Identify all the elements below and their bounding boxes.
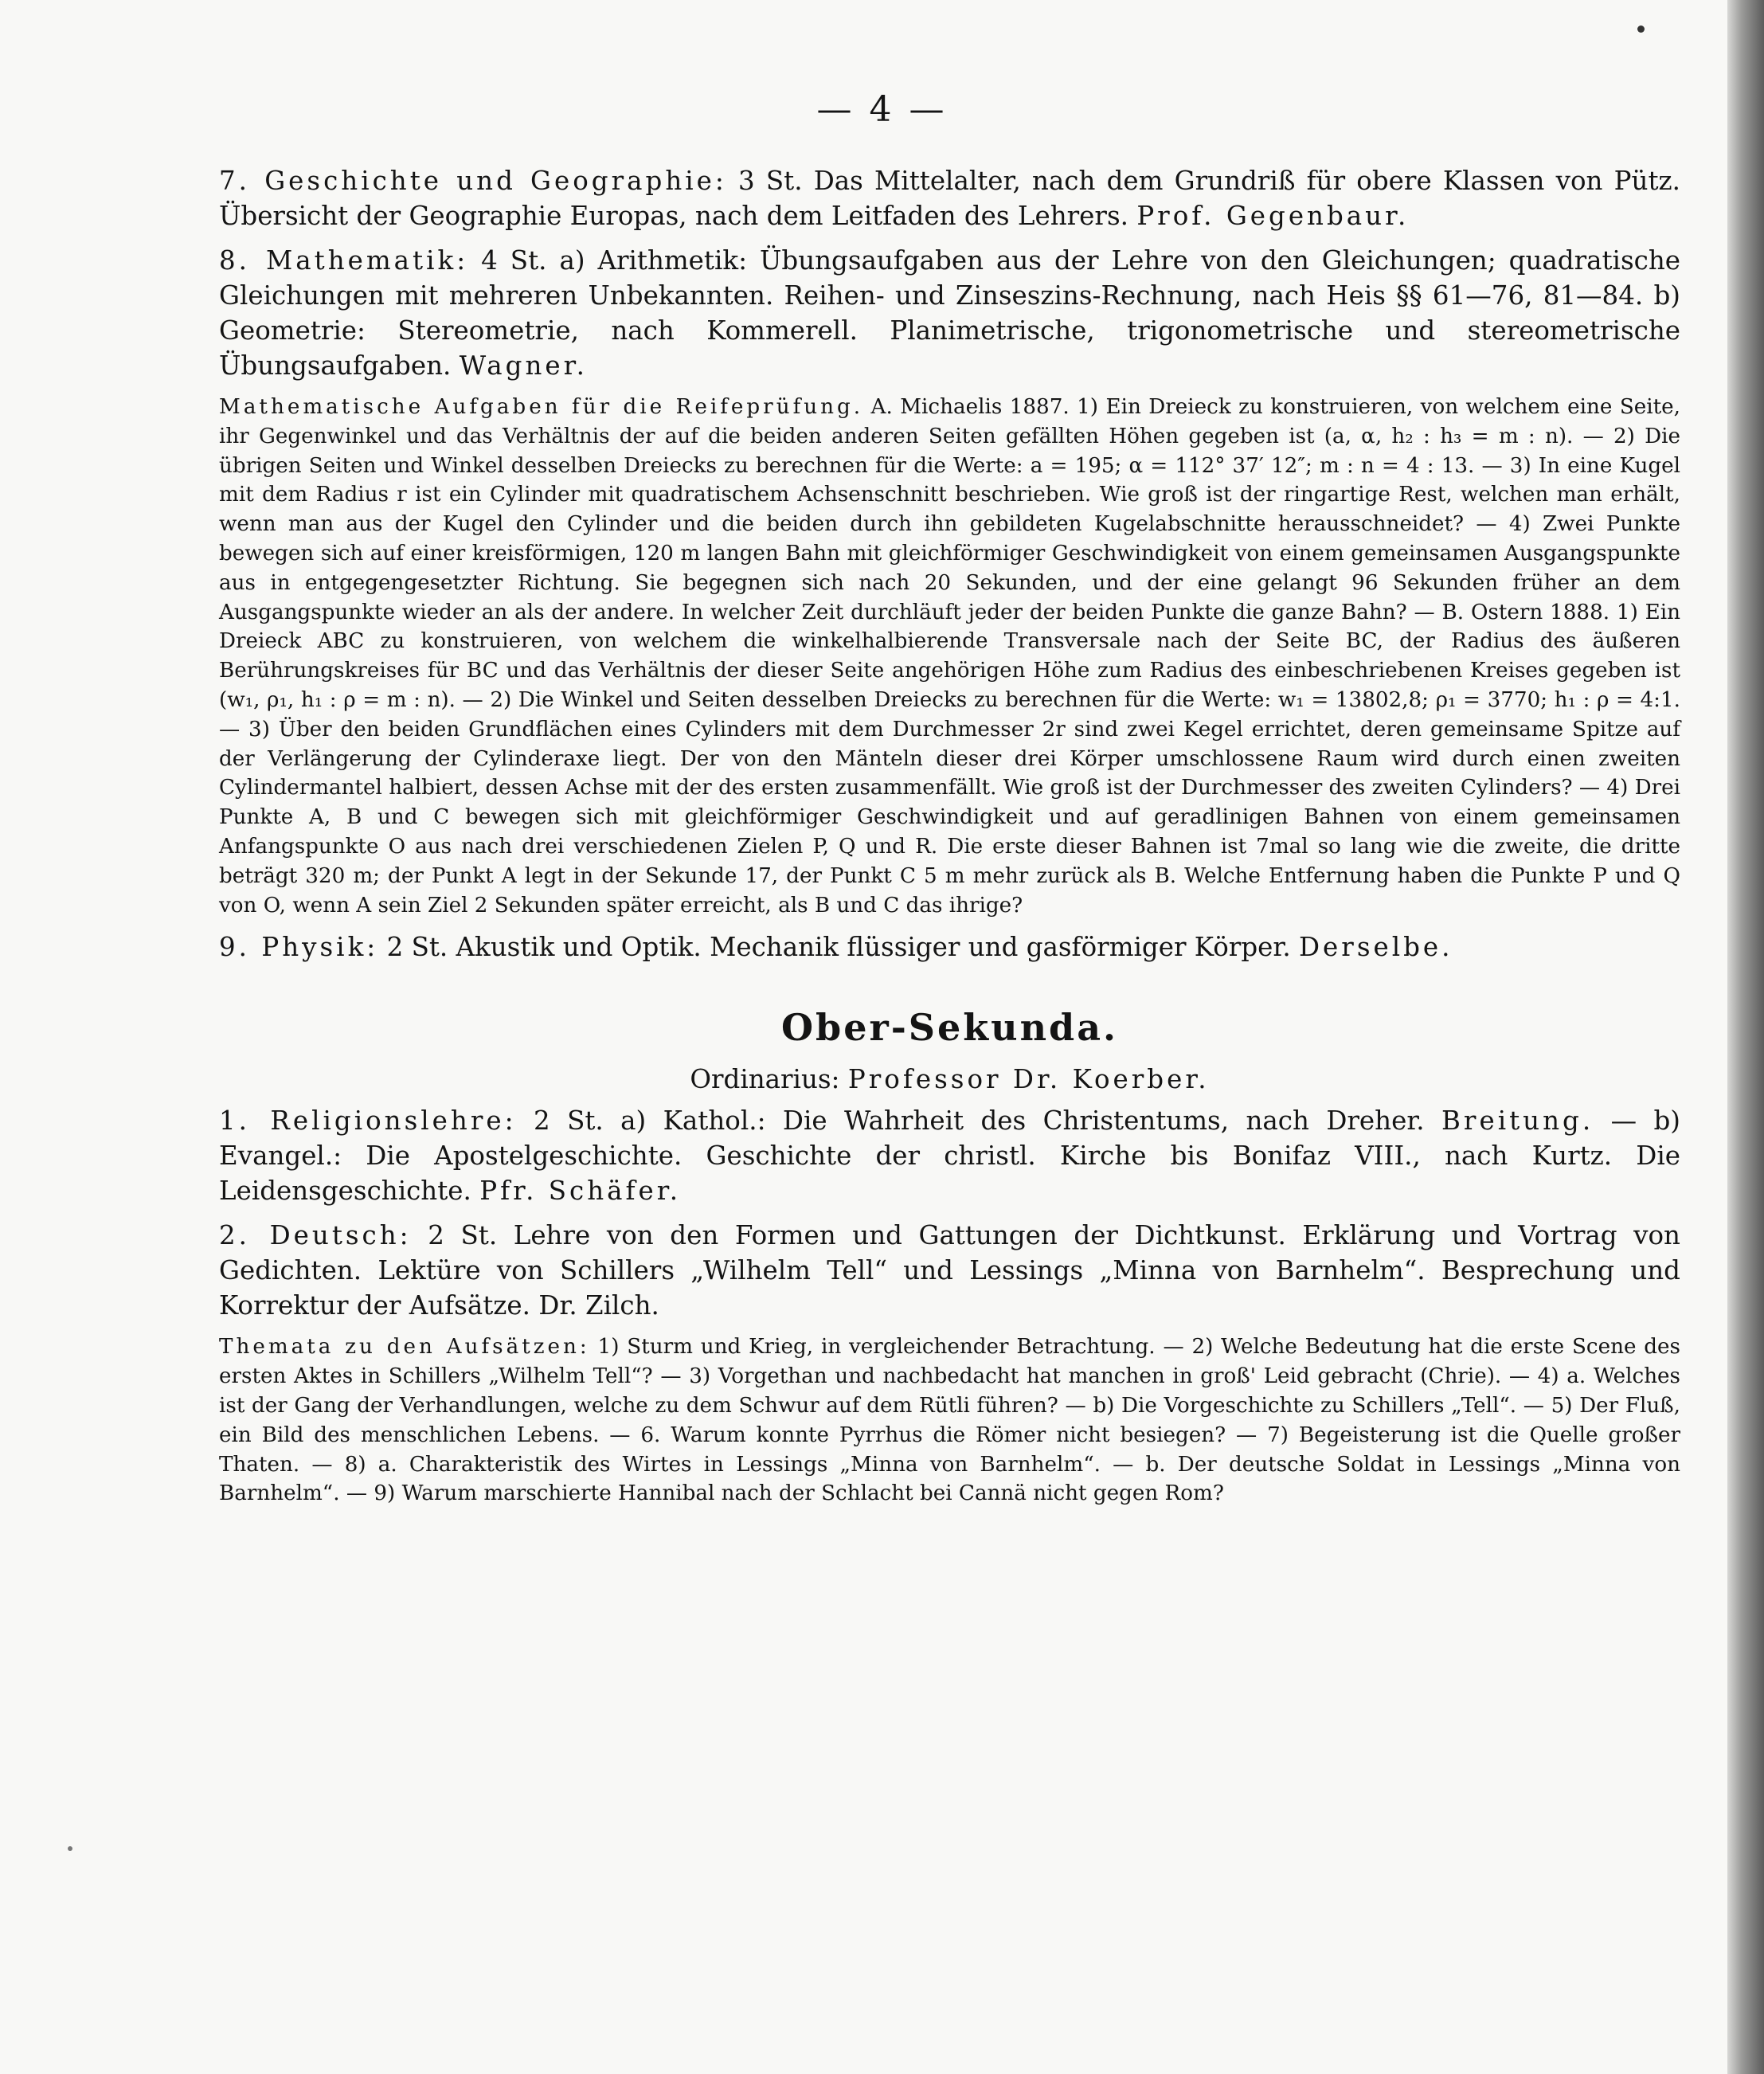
ink-speck [68, 1846, 72, 1851]
essay-topics-label: Themata zu den Aufsätzen: [219, 1335, 590, 1360]
section-german [219, 1218, 1680, 1323]
essay-topics-text: 1) Sturm und Krieg, in vergleichender Betrachtung. — 2) Welche Bedeutung hat die erste Scene des ersten Aktes in Schillers „Wilhelm Tell“? — 3) Vorgethan und nachbedacht hat manchen in groß' Leid gebracht (Chrie). — 4) a. Welches ist der Gang der Verhandlungen, welche zu dem Schwur auf dem Rütli führen? — b) Die Vorgeschichte zu Schillers „Tell“. — 5) Der Fluß, ein Bild des menschlichen Lebens. — 6. Warum konnte Pyrrhus die Römer nicht besiegen? — 7) Begeisterung ist die Quelle großer Thaten. — 8) a. Charakteristik des Wirtes in Lessings „Minna von Barnhelm“. — b. Der deutsche Soldat in Lessings „Minna von Barnhelm“. — 9) Warum marschierte Hannibal nach der Schlacht bei Cannä nicht gegen Rom? [219, 1335, 1680, 1506]
section-teacher-a: Breitung. [1441, 1105, 1594, 1137]
section-text-a: 2 St. a) Kathol.: Die Wahrheit des Christentums, nach Dreher. [534, 1105, 1425, 1137]
section-teacher: Prof. Gegenbaur. [1136, 201, 1410, 231]
page-content [219, 163, 1680, 1509]
math-tasks-text: A. Michaelis 1887. 1) Ein Dreieck zu konstruieren, von welchem eine Seite, ihr Gegenwinkel und das Verhältnis der auf die beiden anderen Seiten gefällten Höhen gegeben ist (a, α, h₂ : h₃ = m : n). — 2) Die übrigen Seiten und Winkel desselben Dreiecks zu berechnen für die Werte: a = 195; α = 112° 37′ 12″; m : n = 4 : 13. — 3) In eine Kugel mit dem Radius r ist ein Cylinder mit quadratischem Achsenschnitt beschrieben. Wie groß ist der ringartige Rest, welchen man erhält, wenn man aus der Kugel den Cylinder und die beiden durch ihn gebildeten Kugelabschnitte herausschneidet? — 4) Zwei Punkte bewegen sich auf einer kreisförmigen, 120 m langen Bahn mit gleichförmiger Geschwindigkeit von einem gemeinsamen Ausgangspunkte aus in entgegengesetzter Richtung. Sie begegnen sich nach 20 Sekunden, und der eine gelangt 96 Sekunden früher an dem Ausgangspunkte wieder an als der andere. In welcher Zeit durchläuft jeder der beiden Punkte die ganze Bahn? — B. Ostern 1888. 1) Ein Dreieck ABC zu konstruieren, von welchem die winkelhalbierende Transversale nach der Seite BC, der Radius des äußeren Berührungskreises für BC und das Verhältnis der dieser Seite angehörigen Höhe zum Radius des einbeschriebenen Kreises gegeben ist (w₁, ρ₁, h₁ : ρ = m : n). — 2) Die Winkel und Seiten desselben Dreiecks zu berechnen für die Werte: w₁ = 13802,8; ρ₁ = 3770; h₁ : ρ = 4:1. — 3) Über den beiden Grundflächen eines Cylinders mit dem Durchmesser 2r sind zwei Kegel errichtet, deren gemeinsame Spitze auf der Verlängerung der Cylinderaxe liegt. Der von den Mänteln dieser drei Körper umschlossene Raum wird durch einen zweiten Cylindermantel halbiert, dessen Achse mit der des ersten zusammenfällt. Wie groß ist der Durchmesser des zweiten Cylinders? — 4) Drei Punkte A, B und C bewegen sich mit gleichförmiger Geschwindigkeit und auf geradlinigen Bahnen von einem gemeinsamen Anfangspunkte O aus nach drei verschiedenen Zielen P, Q und R. Die erste dieser Bahnen ist 7mal so lang wie die zweite, die dritte beträgt 320 m; der Punkt A legt in der Sekunde 17, der Punkt C 5 m mehr zurück als B. Welche Entfernung haben die Punkte P und Q von O, wenn A sein Ziel 2 Sekunden später erreicht, als B und C das ihrige? [219, 395, 1680, 918]
section-head: 1. Religionslehre: [219, 1105, 517, 1137]
section-religion [219, 1103, 1680, 1208]
page-number: — 4 — [816, 89, 948, 130]
section-head: 8. Mathematik: [219, 245, 469, 276]
page-edge-shadow [1727, 0, 1764, 2074]
section-teacher: Dr. Zilch. [538, 1290, 659, 1321]
essay-topics [219, 1332, 1680, 1509]
math-exam-tasks [219, 393, 1680, 920]
section-text: 3 St. Das Mittelalter, nach dem Grundriß für obere Klassen von Pütz. Übersicht der Geographie Europas, nach dem Leitfaden des Lehrers. [219, 166, 1680, 231]
section-text: 4 St. a) Arithmetik: Übungsaufgaben aus der Lehre von den Gleichungen; quadratische Gleichungen mit mehreren Unbekannten. Reihen- und Zinseszins-Rechnung, nach Heis §§ 61—76, 81—84. b) Geometrie: Stereometrie, nach Kommerell. Planimetrische, trigonometrische und stereometrische Übungsaufgaben. [219, 245, 1680, 381]
section-teacher: Derselbe. [1299, 932, 1453, 963]
section-teacher: Wagner. [459, 350, 588, 381]
section-head: 9. Physik: [219, 932, 379, 963]
ordinarius-name: Professor Dr. Koerber. [847, 1064, 1210, 1095]
section-text: 2 St. Lehre von den Formen und Gattungen der Dichtkunst. Erklärung und Vortrag von Gedichten. Lektüre von Schillers „Wilhelm Tell“ und Lessings „Minna von Barnhelm“. Besprechung und Korrektur der Aufsätze. [219, 1220, 1680, 1321]
section-history-geography [219, 163, 1680, 233]
section-text: 2 St. Akustik und Optik. Mechanik flüssiger und gasförmiger Körper. [386, 932, 1291, 963]
section-head: 2. Deutsch: [219, 1220, 412, 1251]
section-mathematics [219, 243, 1680, 383]
ink-dot [1637, 25, 1645, 33]
section-text-b: — b) Evangel.: Die Apostelgeschichte. Geschichte der christl. Kirche bis Bonifaz VIII., nach Kurtz. Die Leidensgeschichte. [219, 1105, 1680, 1207]
math-tasks-label: Mathematische Aufgaben für die Reifeprüfung. [219, 395, 864, 419]
section-physics [219, 929, 1680, 965]
ordinarius-label: Ordinarius: [690, 1064, 840, 1095]
ordinarius-line [219, 1062, 1680, 1097]
section-head: 7. Geschichte und Geographie: [219, 166, 727, 196]
section-teacher-b: Pfr. Schäfer. [479, 1176, 682, 1207]
class-title: Ober-Sekunda. [780, 1006, 1119, 1050]
